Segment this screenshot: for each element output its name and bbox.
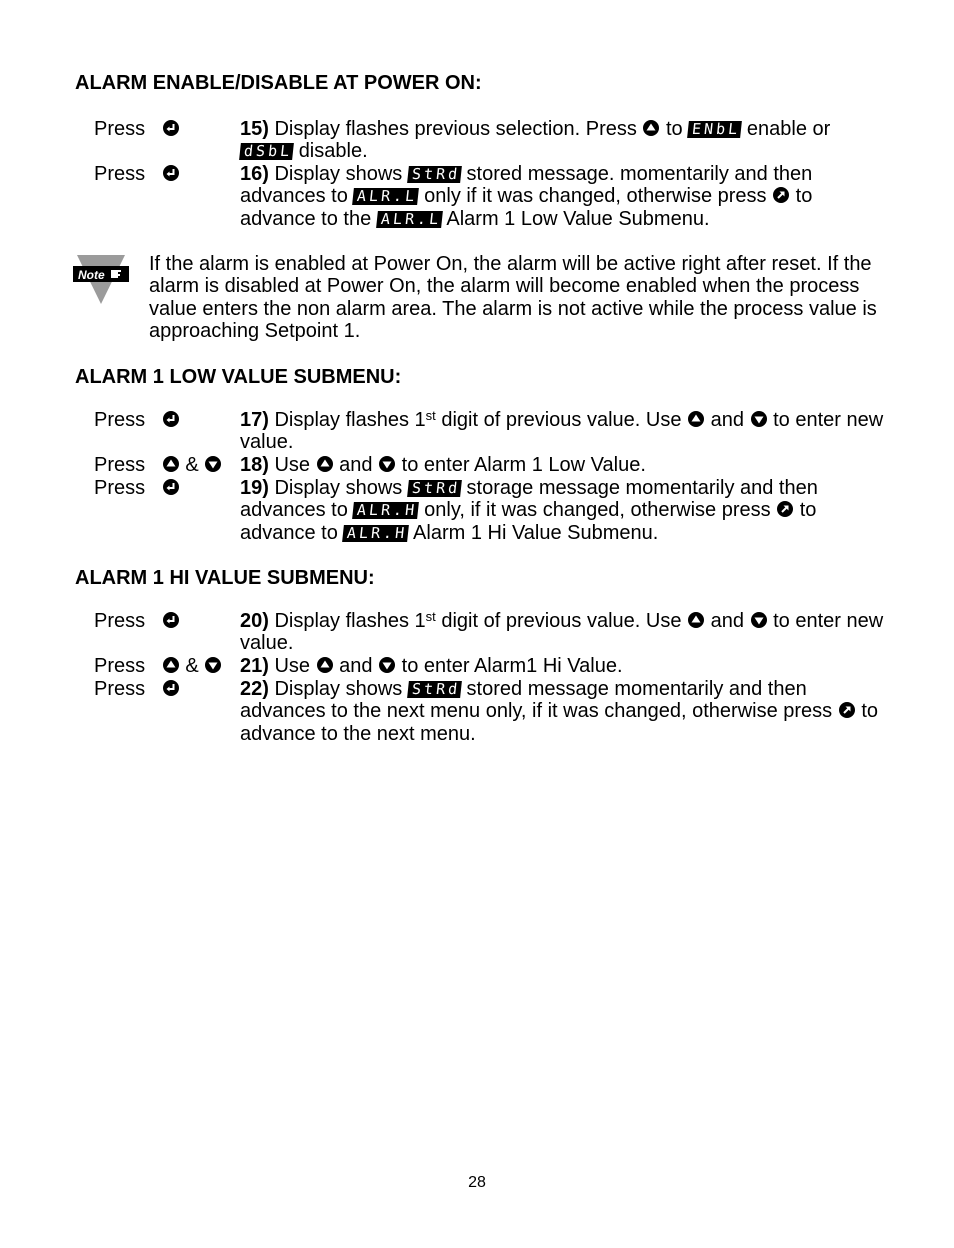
advance-icon — [839, 702, 855, 718]
lcd-display: ALR.H — [353, 502, 420, 519]
step-text: only if it was changed, otherwise press — [424, 185, 767, 208]
up-arrow-icon — [643, 120, 659, 136]
press-label: Press — [94, 454, 146, 476]
down-arrow-icon — [751, 612, 767, 628]
lcd-display: ENbL — [687, 121, 742, 138]
step-number: 17) — [240, 409, 269, 431]
step-text: Alarm 1 Low Value Submenu. — [446, 207, 710, 230]
note-hand-icon — [71, 254, 131, 306]
step-number: 19) — [240, 477, 269, 499]
step-text: Display shows — [274, 477, 403, 499]
step-text: Use — [274, 454, 311, 476]
step-number: 22) — [240, 678, 269, 700]
step-text: Display flashes 1 — [274, 610, 426, 632]
step-text: Display shows — [274, 163, 403, 185]
down-arrow-icon — [205, 657, 221, 673]
up-arrow-icon — [317, 456, 333, 472]
step-text: Use — [274, 655, 311, 677]
press-label: Press — [94, 655, 146, 677]
step-number: 18) — [240, 454, 269, 476]
step-text: to advance to the — [240, 185, 813, 230]
page-number: 28 — [468, 1174, 486, 1191]
step-text: Display shows — [274, 678, 403, 700]
enter-icon — [163, 680, 179, 696]
step-text: Display flashes 1 — [274, 409, 426, 431]
step-text: and — [710, 610, 744, 632]
step-number: 16) — [240, 163, 269, 185]
step-text: to enter new value. — [240, 409, 884, 454]
lcd-display: ALR.L — [376, 211, 443, 228]
ampersand: & — [185, 655, 199, 677]
step-text: disable. — [298, 140, 368, 163]
press-label: Press — [94, 678, 146, 700]
down-arrow-icon — [751, 411, 767, 427]
lcd-display: ALR.L — [353, 188, 420, 205]
enter-icon — [163, 411, 179, 427]
note-label: Note — [78, 268, 105, 282]
lcd-display: dSbL — [239, 143, 294, 160]
enter-icon — [163, 165, 179, 181]
step-text: to enter new value. — [240, 610, 884, 655]
up-arrow-icon — [163, 456, 179, 472]
press-label: Press — [94, 610, 146, 632]
lcd-display: StRd — [407, 681, 462, 698]
step-text: to enter Alarm 1 Low Value. — [401, 454, 646, 476]
enter-icon — [163, 120, 179, 136]
advance-icon — [773, 187, 789, 203]
press-label: Press — [94, 118, 146, 140]
up-arrow-icon — [688, 411, 704, 427]
step-text: only, if it was changed, otherwise press — [424, 499, 771, 522]
enter-icon — [163, 479, 179, 495]
lcd-display: ALR.H — [343, 525, 410, 542]
step-text: digit of previous value. Use — [441, 610, 682, 632]
advance-icon — [777, 501, 793, 517]
step-text: stored message momentarily and then advances to the next menu only, if it was changed, otherwise press — [240, 678, 833, 723]
step-text: and — [339, 454, 373, 476]
step-number: 15) — [240, 118, 269, 140]
enter-icon — [163, 612, 179, 628]
lcd-display: StRd — [407, 480, 462, 497]
step-text: to enter Alarm1 Hi Value. — [401, 655, 623, 677]
step-text: and — [339, 655, 373, 677]
step-text: stored message. momentarily and then advances to — [240, 163, 813, 208]
press-label: Press — [94, 163, 146, 185]
ampersand: & — [185, 454, 199, 476]
press-label: Press — [94, 477, 146, 499]
down-arrow-icon — [205, 456, 221, 472]
step-number: 21) — [240, 655, 269, 677]
up-arrow-icon — [317, 657, 333, 673]
lcd-display: StRd — [407, 166, 462, 183]
section-heading-alarm-enable: ALARM ENABLE/DISABLE AT POWER ON: — [75, 72, 482, 94]
superscript: st — [425, 408, 436, 423]
step-text: and — [710, 409, 744, 431]
step-text: digit of previous value. Use — [441, 409, 682, 431]
superscript: st — [425, 609, 436, 624]
up-arrow-icon — [688, 612, 704, 628]
step-text: enable or — [746, 118, 831, 140]
down-arrow-icon — [379, 657, 395, 673]
down-arrow-icon — [379, 456, 395, 472]
step-text: to advance to the next menu. — [240, 700, 878, 745]
step-number: 20) — [240, 610, 269, 632]
section-heading-alarm-hi: ALARM 1 HI VALUE SUBMENU: — [75, 567, 375, 589]
step-text: to advance to — [240, 499, 817, 544]
step-text: to — [665, 118, 683, 140]
note-text: If the alarm is enabled at Power On, the alarm will be active right after reset. If the alarm is disabled at Power On, the alarm will become enabled when the process value enters the non alarm area. The alarm is not active while the process value is approaching Setpoint 1. — [149, 253, 877, 342]
step-text: storage message momentarily and then advances to — [240, 477, 818, 522]
section-heading-alarm-low: ALARM 1 LOW VALUE SUBMENU: — [75, 366, 402, 388]
up-arrow-icon — [163, 657, 179, 673]
press-label: Press — [94, 409, 146, 431]
step-text: Alarm 1 Hi Value Submenu. — [413, 521, 659, 544]
step-text: Display flashes previous selection. Press — [274, 118, 637, 140]
